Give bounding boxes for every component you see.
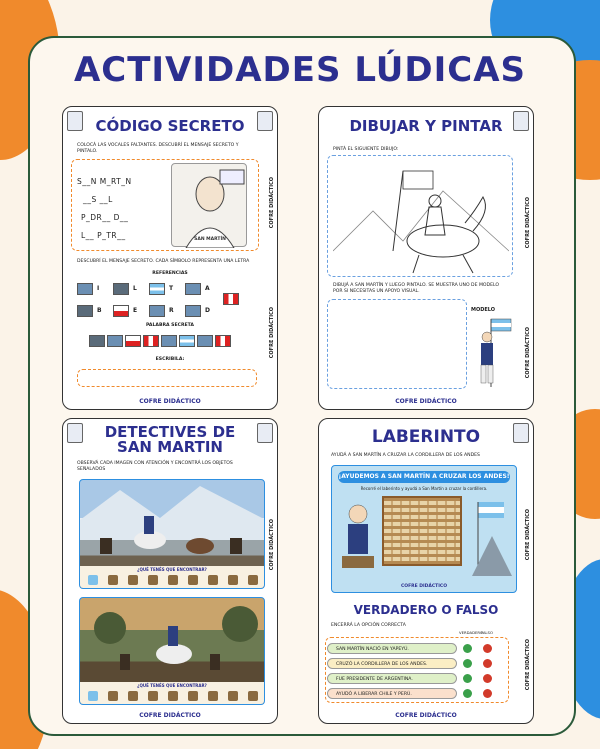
false-option[interactable] — [483, 689, 492, 698]
instruction: COLOCÁ LAS VOCALES FALTANTES. DESCUBRÍ EL MENSAJE SECRETO Y PINTALO. — [77, 143, 239, 154]
false-option[interactable] — [483, 659, 492, 668]
side-brand: COFRE DIDÁCTICO — [525, 197, 531, 249]
write-box — [77, 369, 257, 387]
instruction: PINTÁ EL SIGUIENTE DIBUJO: — [333, 147, 399, 152]
symbol-tile — [185, 283, 201, 295]
sheet-detectives — [62, 418, 278, 724]
scene-art — [80, 480, 265, 568]
symbol-tile — [113, 305, 129, 317]
sheet-title — [63, 425, 277, 455]
maze-card — [331, 465, 517, 593]
symbol-tile — [197, 335, 213, 347]
symbol-tile — [149, 305, 165, 317]
san-martin-illustration — [172, 164, 248, 248]
instruction: AYUDÁ A SAN MARTÍN A CRUZAR LA CORDILLERA DE LOS ANDES — [331, 453, 480, 458]
maze-grid[interactable] — [382, 496, 462, 566]
san-martin-figure — [338, 500, 378, 570]
true-option[interactable] — [463, 659, 472, 668]
find-item-icon — [128, 691, 138, 701]
title-line-2: SAN MARTIN — [117, 438, 223, 456]
ref-letter: R — [169, 307, 174, 314]
model-label: MODELO — [471, 307, 496, 313]
find-bar — [80, 682, 264, 704]
side-brand: COFRE DIDÁCTICO — [269, 177, 275, 229]
scene-art — [80, 598, 265, 684]
instruction: DIBUJÁ A SAN MARTÍN Y LUEGO PINTALO. SE MUESTRA UNO DE MODELO POR SI NECESITAS UN APOYO VISUAL. — [333, 283, 499, 294]
portrait-drawing — [171, 163, 247, 247]
find-item-icon — [88, 575, 98, 585]
drawing-box — [327, 299, 467, 389]
portrait-caption: SAN MARTÍN — [194, 237, 226, 242]
page-title: ACTIVIDADES LÚDICAS — [73, 50, 527, 90]
side-brand: COFRE DIDÁCTICO — [525, 509, 531, 561]
vf-statement: SAN MARTÍN NACIÓ EN YAPEYÚ. — [327, 643, 457, 654]
symbol-tile — [223, 293, 239, 305]
false-option[interactable] — [483, 674, 492, 683]
sheet-title: LABERINTO — [371, 427, 481, 447]
col-true: VERDADERO — [459, 630, 484, 635]
flag-goal — [472, 496, 512, 576]
find-item-icon — [248, 691, 258, 701]
true-option[interactable] — [463, 689, 472, 698]
search-scene-camp — [79, 597, 265, 705]
ref-letter: T — [169, 285, 174, 292]
vf-statement: AYUDÓ A LIBERAR CHILE Y PERÚ. — [327, 688, 457, 699]
find-item-icon — [248, 575, 258, 585]
find-item-icon — [228, 575, 238, 585]
search-scene-mountains — [79, 479, 265, 589]
side-brand: COFRE DIDÁCTICO — [525, 639, 531, 691]
find-item-icon — [128, 575, 138, 585]
vf-title: VERDADERO O FALSO — [353, 603, 499, 617]
maze-banner: ¡AYUDEMOS A SAN MARTÍN A CRUZAR LOS ANDES! — [338, 471, 510, 483]
secret-word-label: PALABRA SECRETA — [145, 323, 194, 328]
side-brand: COFRE DIDÁCTICO — [269, 519, 275, 571]
vf-statement: CRUZÓ LA CORDILLERA DE LOS ANDES. — [327, 658, 457, 669]
footer-brand: COFRE DIDÁCTICO — [139, 398, 201, 405]
side-brand: COFRE DIDÁCTICO — [269, 307, 275, 359]
find-item-icon — [228, 691, 238, 701]
symbol-tile — [89, 335, 105, 347]
find-item-icon — [188, 691, 198, 701]
col-false: FALSO — [481, 630, 493, 635]
true-option[interactable] — [463, 644, 472, 653]
find-label: ¿QUÉ TENÉS QUE ENCONTRAR? — [137, 683, 207, 688]
true-option[interactable] — [463, 674, 472, 683]
symbol-tile — [215, 335, 231, 347]
symbol-tile — [185, 305, 201, 317]
code-line: L__ P_TR__ — [81, 231, 126, 240]
symbol-tile — [77, 283, 93, 295]
ref-letter: E — [133, 307, 138, 314]
find-item-icon — [88, 691, 98, 701]
footer-brand: COFRE DIDÁCTICO — [139, 712, 201, 719]
sheet-dibujar-pintar — [318, 106, 534, 410]
find-bar — [80, 566, 264, 588]
symbol-tile — [149, 283, 165, 295]
ref-letter: B — [97, 307, 102, 314]
code-line: S__N M_RT_N — [77, 177, 132, 186]
instruction: OBSERVÁ CADA IMAGEN CON ATENCIÓN Y ENCONTRÁ LOS OBJETOS SEÑALADOS — [77, 461, 233, 472]
find-item-icon — [108, 691, 118, 701]
symbol-tile — [107, 335, 123, 347]
symbol-tile — [161, 335, 177, 347]
ref-letter: D — [205, 307, 210, 314]
model-figure — [475, 317, 515, 387]
footer-brand: COFRE DIDÁCTICO — [395, 712, 457, 719]
ref-letter: I — [97, 285, 100, 292]
sheet-codigo-secreto — [62, 106, 278, 410]
find-item-icon — [148, 691, 158, 701]
symbol-tile — [77, 305, 93, 317]
write-label: ESCRIBILA: — [155, 357, 185, 362]
false-option[interactable] — [483, 644, 492, 653]
find-item-icon — [148, 575, 158, 585]
maze-subtitle: Recorré el laberinto y ayudá a San Martín a cruzar la cordillera. — [360, 486, 488, 491]
find-item-icon — [168, 575, 178, 585]
symbol-tile — [113, 283, 129, 295]
ref-letter: A — [205, 285, 210, 292]
find-item-icon — [208, 575, 218, 585]
vf-statement: FUE PRESIDENTE DE ARGENTINA. — [327, 673, 457, 684]
find-item-icon — [188, 575, 198, 585]
ref-letter: L — [133, 285, 137, 292]
find-item-icon — [208, 691, 218, 701]
code-line: __S __L — [83, 195, 113, 204]
sheet-laberinto — [318, 418, 534, 724]
references-label: REFERENCIAS — [152, 271, 188, 276]
side-brand: COFRE DIDÁCTICO — [525, 327, 531, 379]
symbol-tile — [143, 335, 159, 347]
title-line-1: DETECTIVES DE — [104, 423, 236, 441]
sheet-title: DIBUJAR Y PINTAR — [349, 117, 503, 135]
instruction: DESCUBRÍ EL MENSAJE SECRETO. CADA SÍMBOLO REPRESENTA UNA LETRA — [77, 259, 250, 264]
symbol-tile — [179, 335, 195, 347]
sheet-title: CÓDIGO SECRETO — [95, 117, 245, 135]
footer-brand: COFRE DIDÁCTICO — [395, 398, 457, 405]
code-line: P_DR__ D__ — [81, 213, 129, 222]
horse-rider-drawing — [333, 161, 509, 275]
find-item-icon — [108, 575, 118, 585]
symbol-tile — [125, 335, 141, 347]
maze-brand: COFRE DIDÁCTICO — [400, 584, 448, 589]
vf-instruction: ENCERRÁ LA OPCIÓN CORRECTA — [331, 623, 406, 628]
find-label: ¿QUÉ TENÉS QUE ENCONTRAR? — [137, 567, 207, 572]
find-item-icon — [168, 691, 178, 701]
